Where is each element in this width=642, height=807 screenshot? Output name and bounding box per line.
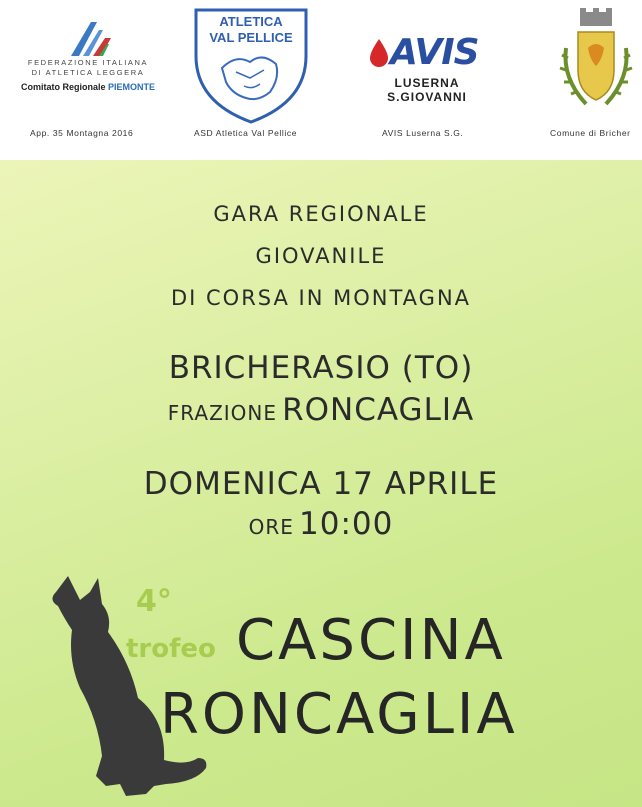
avis-caption: AVIS Luserna S.G.	[382, 128, 464, 138]
event-date: DOMENICA 17 APRILE	[143, 466, 499, 502]
atletica-logo	[192, 6, 310, 124]
trophy-name-line2: RONCAGLIA	[160, 682, 518, 747]
event-line2: GIOVANILE	[255, 244, 387, 268]
trophy-edition: 4°	[136, 584, 172, 619]
atletica-line1: ATLETICA	[219, 14, 283, 29]
fidal-comitato-label: Comitato Regionale	[20, 82, 106, 92]
avis-wordmark: AVIS	[390, 32, 479, 73]
frazione-name: RONCAGLIA	[282, 392, 475, 428]
time-value: 10:00	[299, 506, 394, 542]
event-line3: DI CORSA IN MONTAGNA	[170, 286, 472, 310]
fidal-region: PIEMONTE	[108, 82, 156, 92]
fidal-logo	[18, 18, 158, 92]
fidal-line2: DI ATLETICA LEGGERA	[31, 68, 145, 77]
frazione-label: FRAZIONE	[167, 401, 278, 425]
comune-caption: Comune di Bricher	[550, 128, 631, 138]
atletica-caption: ASD Atletica Val Pellice	[194, 128, 298, 138]
event-location: BRICHERASIO (TO)	[168, 350, 474, 386]
blood-drop-icon	[368, 38, 390, 68]
fidal-line1: FEDERAZIONE ITALIANA	[27, 58, 149, 67]
sponsor-header	[0, 0, 642, 160]
time-label: ORE	[248, 515, 294, 539]
avis-line1: LUSERNA	[394, 76, 460, 90]
comune-logo	[556, 8, 636, 120]
fidal-comitato	[18, 82, 158, 92]
trophy-word: trofeo	[126, 634, 216, 664]
avis-brand	[364, 34, 490, 72]
fidal-emblem-icon	[63, 18, 113, 58]
event-line1: GARA REGIONALE	[213, 202, 429, 226]
trophy-name-line1: CASCINA	[236, 608, 506, 673]
event-poster	[0, 160, 642, 807]
coat-of-arms-icon	[556, 8, 636, 120]
atletica-line2: VAL PELLICE	[209, 30, 293, 45]
event-frazione	[0, 392, 642, 428]
fidal-caption: App. 35 Montagna 2016	[30, 128, 134, 138]
avis-line2: S.GIOVANNI	[387, 90, 467, 104]
event-time	[0, 506, 642, 542]
avis-logo	[364, 34, 490, 104]
